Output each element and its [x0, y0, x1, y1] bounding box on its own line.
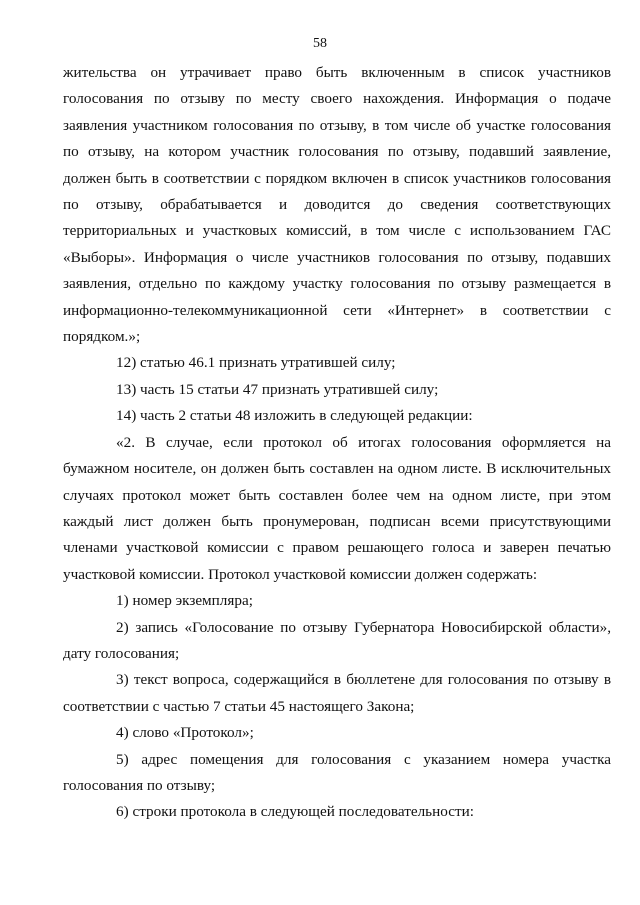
list-item-13: 13) часть 15 статьи 47 признать утратившей силу;	[116, 380, 439, 398]
subitem-3: 3) текст вопроса, содержащийся в бюллетене для голосования по отзыву в соответствии с частью 7 статьи 45 настоящего Закона;	[63, 671, 611, 715]
list-item-12: 12) статью 46.1 признать утратившей силу;	[116, 354, 396, 372]
paragraph-continuation: жительства он утрачивает право быть включенным в список участников голосования по отзыву по месту своего нахождения. Информация о подаче заявления участником голосования по отзыву, в том числе об участке голосования по отзыву, на котором участник голосования по отзыву, подавший заявление, должен быть в соответствии с порядком включен в список участников голосования по отзыву, обрабатывается и доводится до сведения соответствующих территориальных и участковых комиссий, в том числе с использованием ГАС «Выборы». Информация о числе участников голосования по отзыву, подавших заявления, отдельно по каждому участку голосования по отзыву размещается в информационно-телекоммуникационной сети «Интернет» в соответствии с порядком.»;	[63, 64, 611, 346]
list-item-14: 14) часть 2 статьи 48 изложить в следующей редакции:	[116, 407, 473, 425]
paragraph-protocol-requirements: «2. В случае, если протокол об итогах голосования оформляется на бумажном носителе, он должен быть составлен на одном листе. В исключительных случаях протокол может быть составлен более чем на одном листе, при этом каждый лист должен быть пронумерован, подписан всеми присутствующими членами участковой комиссии с правом решающего голоса и заверен печатью участковой комиссии. Протокол участковой комиссии должен содержать:	[63, 433, 611, 583]
page-number: 58	[313, 36, 327, 51]
subitem-2: 2) запись «Голосование по отзыву Губернатора Новосибирской области», дату голосования;	[63, 618, 611, 662]
subitem-6: 6) строки протокола в следующей последовательности:	[116, 803, 474, 821]
subitem-5: 5) адрес помещения для голосования с указанием номера участка голосования по отзыву;	[63, 750, 611, 794]
document-body	[63, 60, 611, 826]
subitem-1: 1) номер экземпляра;	[116, 592, 253, 610]
subitem-4: 4) слово «Протокол»;	[116, 724, 254, 742]
